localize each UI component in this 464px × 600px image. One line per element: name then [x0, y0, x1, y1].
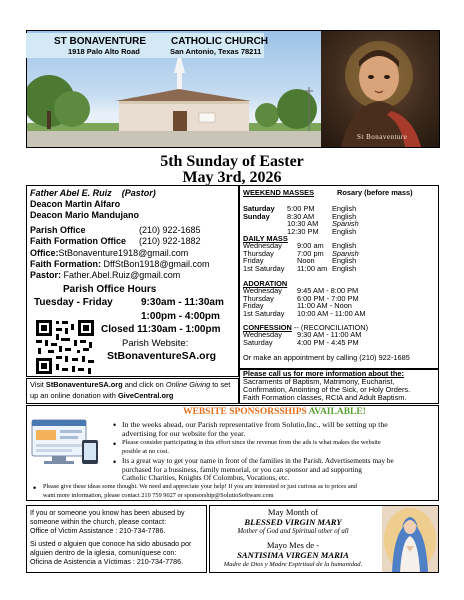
bullet-2	[122, 439, 381, 456]
adoration-day: Thursday	[243, 293, 274, 303]
daily-mass-time: Noon	[297, 256, 315, 266]
saint-bonaventure-image	[321, 31, 440, 147]
weekend-mass-language: English	[332, 211, 357, 221]
pastor-line	[30, 188, 156, 199]
adoration-time: 9:45 AM - 8:00 PM	[297, 286, 359, 295]
parish-office-label: Parish Office	[30, 225, 86, 235]
faith-email-label: Faith Formation:	[30, 259, 101, 269]
sponsorship-title-b: AVAILABLE!	[308, 407, 366, 417]
bullet-2a: Please consider participating in this effort since the revenue from the ads is what makes the website	[122, 439, 381, 446]
giving-line-2	[30, 392, 173, 401]
daily-mass-day: 1st Saturday	[243, 263, 285, 273]
bullet-4	[43, 483, 357, 500]
weekend-mass-time: 10:30 AM	[287, 219, 319, 229]
daily-mass-time: 11:00 am	[297, 263, 328, 273]
bullet-2b: posible at no cost.	[122, 447, 169, 455]
pastor-email-label: Pastor:	[30, 270, 62, 280]
mary-line-2: BLESSED VIRGIN MARY	[244, 517, 342, 527]
daily-mass-language: English	[332, 256, 357, 266]
daily-mass-time: 9:00 am	[297, 241, 324, 250]
adoration-time: 11:00 AM - Noon	[297, 301, 352, 311]
website-link[interactable]: StBonaventureSA.org	[107, 350, 217, 362]
website-label: Parish Website:	[122, 338, 189, 349]
daily-mass-day: Thursday	[243, 248, 274, 258]
sacraments-line-1: Sacraments of Baptism, Matrimony, Eucharist,	[243, 377, 395, 386]
daily-title: DAILY MASS	[243, 234, 288, 243]
faith-office-phone: (210) 922-1882	[139, 236, 201, 246]
mary-line-5: SANTISIMA VIRGEN MARIA	[237, 550, 349, 560]
victim-assistance-en	[30, 509, 185, 535]
qr-code[interactable]	[34, 318, 96, 376]
pastor-email[interactable]: Father.Abel.Ruiz@gmail.com	[63, 270, 181, 280]
abuse-en-1: If you or someone you know has been abused by	[30, 509, 185, 517]
office-hours-slot1: 9:30am - 11:30am	[141, 297, 224, 308]
daily-mass-day: Friday	[243, 256, 264, 266]
sponsorship-title	[183, 407, 366, 417]
weekend-title: WEEKEND MASSES	[243, 188, 315, 197]
office-closed: Closed 11:30am - 1:00pm	[101, 324, 221, 335]
faith-office-label: Faith Formation Office	[30, 236, 127, 246]
sacraments-line-2: Confirmation, Anointing of the Sick, or Holy Orders.	[243, 385, 411, 394]
mary-line-6: Madre de Dios y Madre Espiritual de la humanidad.	[223, 561, 363, 568]
weekend-mass-day: Sunday	[243, 211, 270, 221]
bullet-1	[122, 420, 388, 438]
rosary-note: Rosary (before mass)	[337, 188, 413, 197]
liturgical-day: 5th Sunday of Easter	[160, 153, 304, 170]
parish-office-phone: (210) 922-1685	[139, 225, 201, 235]
adoration-day: 1st Saturday	[243, 308, 285, 318]
portrait-caption: St Bonaventure	[357, 133, 408, 141]
weekend-mass-language: English	[332, 204, 357, 213]
confession-time: 9:30 AM - 11:00 AM	[297, 330, 362, 339]
bullet-1a: In the weeks ahead, our Parish representative from Solutio,Inc., will be setting up the	[122, 420, 388, 429]
office-hours-title: Parish Office Hours	[63, 284, 157, 295]
givecentral-link[interactable]: GiveCentral.org	[117, 391, 174, 400]
pastor-role: (Pastor)	[121, 188, 156, 198]
deacon-2: Deacon Mario Mandujano	[30, 210, 140, 220]
abuse-es-3: Oficina de Asistencia a Víctimas : 210-734-7786.	[30, 557, 183, 566]
weekend-mass-language: English	[332, 226, 357, 236]
confession-day: Wednesday	[243, 330, 282, 339]
sponsorship-title-a: WEBSITE SPONSORSSHIPS	[183, 407, 309, 417]
bullet-4a: Please give these ideas some thought. We need and appreciate your help! If you are interested or just curious as to prices and	[43, 483, 357, 490]
bullet-dot: •	[113, 439, 117, 449]
address-city: San Antonio, Texas 78211	[170, 47, 262, 56]
address-street: 1918 Palo Alto Road	[68, 47, 140, 56]
abuse-en-2: someone within the church, please contact:	[30, 517, 167, 526]
parish-name-right: CATHOLIC CHURCH	[171, 36, 269, 47]
giving-line-1	[30, 381, 230, 390]
weekend-mass-time: 8:30 AM	[287, 211, 315, 221]
adoration-time: 10:00 AM - 11:00 AM	[297, 308, 366, 318]
giving-text-b: and click on	[122, 380, 166, 389]
confession-subtitle: -- (RECONCILIATION)	[291, 323, 369, 332]
adoration-day: Wednesday	[243, 286, 282, 295]
confession-title: CONFESSION	[243, 323, 292, 332]
giving-text-a: Visit	[30, 380, 46, 389]
bullet-3	[122, 457, 394, 483]
weekend-mass-day: Saturday	[243, 204, 275, 213]
deacon-1: Deacon Martin Alfaro	[30, 199, 121, 209]
office-email[interactable]: StBonaventure1918@gmail.com	[58, 248, 189, 258]
pastor-name: Father Abel E. Ruiz	[30, 188, 112, 198]
office-hours-days: Tuesday - Friday	[34, 297, 113, 308]
faith-email[interactable]: DffStBon1918@gmail.com	[103, 259, 210, 269]
bullet-3a: Its a great way to get your name in front of the families in the Parish. Advertisements may be	[122, 456, 394, 465]
bullet-3b: purchased for a bussiness, family memorial, or you can sponsor and ad supporting	[122, 464, 362, 474]
virgin-mary-image	[382, 506, 438, 572]
bulletin-date: May 3rd, 2026	[182, 169, 282, 186]
daily-mass-language: English	[332, 241, 357, 250]
sacraments-line-3: Faith Formation classes, RCIA and Adult Baptism.	[243, 393, 407, 402]
bullet-1b: advertising for our website for the year.	[122, 429, 246, 438]
office-hours-slot2: 1:00pm - 4:00pm	[141, 311, 220, 322]
sacraments-title: Please call us for more information about the:	[243, 369, 404, 378]
bullet-4b: want more information, please contact 210 759 9027 or sponsorship@SolutioSoftware.com	[43, 491, 274, 499]
office-email-label: Office:	[30, 248, 59, 258]
giving-text-c: to set	[210, 380, 231, 389]
abuse-es-2: alguien dentro de la iglesia, comuníquese con:	[30, 548, 177, 557]
daily-mass-time: 7:00 pm	[297, 248, 324, 258]
bullet-3c: Catholic Charities, Knights Of Colombus, Vocations, etc.	[122, 473, 290, 482]
mary-line-4: Mayo Mes de -	[266, 540, 320, 550]
weekend-mass-language: Spanish	[332, 219, 359, 229]
bullet-dot: •	[113, 420, 117, 430]
giving-line2-text: up an online donation with	[30, 391, 118, 400]
bullet-dot: •	[113, 457, 117, 467]
abuse-es-1: Si usted o alguien que conoce ha sido abusado por	[30, 540, 192, 548]
daily-mass-language: Spanish	[332, 248, 359, 258]
bullet-dot: •	[33, 483, 37, 493]
abuse-en-3: Office of Victim Assistance : 210-734-7786.	[30, 526, 166, 535]
adoration-time: 6:00 PM - 7:00 PM	[297, 293, 359, 303]
mary-line-1: May Month of	[267, 507, 319, 517]
giving-online: Online Giving	[165, 380, 211, 389]
website-mockup-illustration	[30, 418, 102, 468]
weekend-mass-time: 12:30 PM	[287, 226, 319, 236]
mary-text	[209, 507, 377, 570]
adoration-day: Friday	[243, 301, 264, 311]
confession-day: Saturday	[243, 337, 273, 347]
adoration-title: ADORATION	[243, 279, 288, 288]
weekend-mass-time: 5:00 PM	[287, 204, 315, 213]
giving-site[interactable]: StBonaventureSA.org	[45, 380, 123, 389]
parish-name-left: ST BONAVENTURE	[54, 36, 147, 47]
daily-mass-language: English	[332, 263, 357, 273]
confession-time: 4:00 PM - 4:45 PM	[297, 337, 359, 347]
daily-mass-day: Wednesday	[243, 241, 282, 250]
saint-portrait	[321, 31, 440, 147]
mary-line-3: Mother of God and Spiritual other of all	[237, 528, 349, 535]
victim-assistance-es	[30, 540, 191, 566]
appointment-note: Or make an appointment by calling (210) 922-1685	[243, 353, 410, 362]
